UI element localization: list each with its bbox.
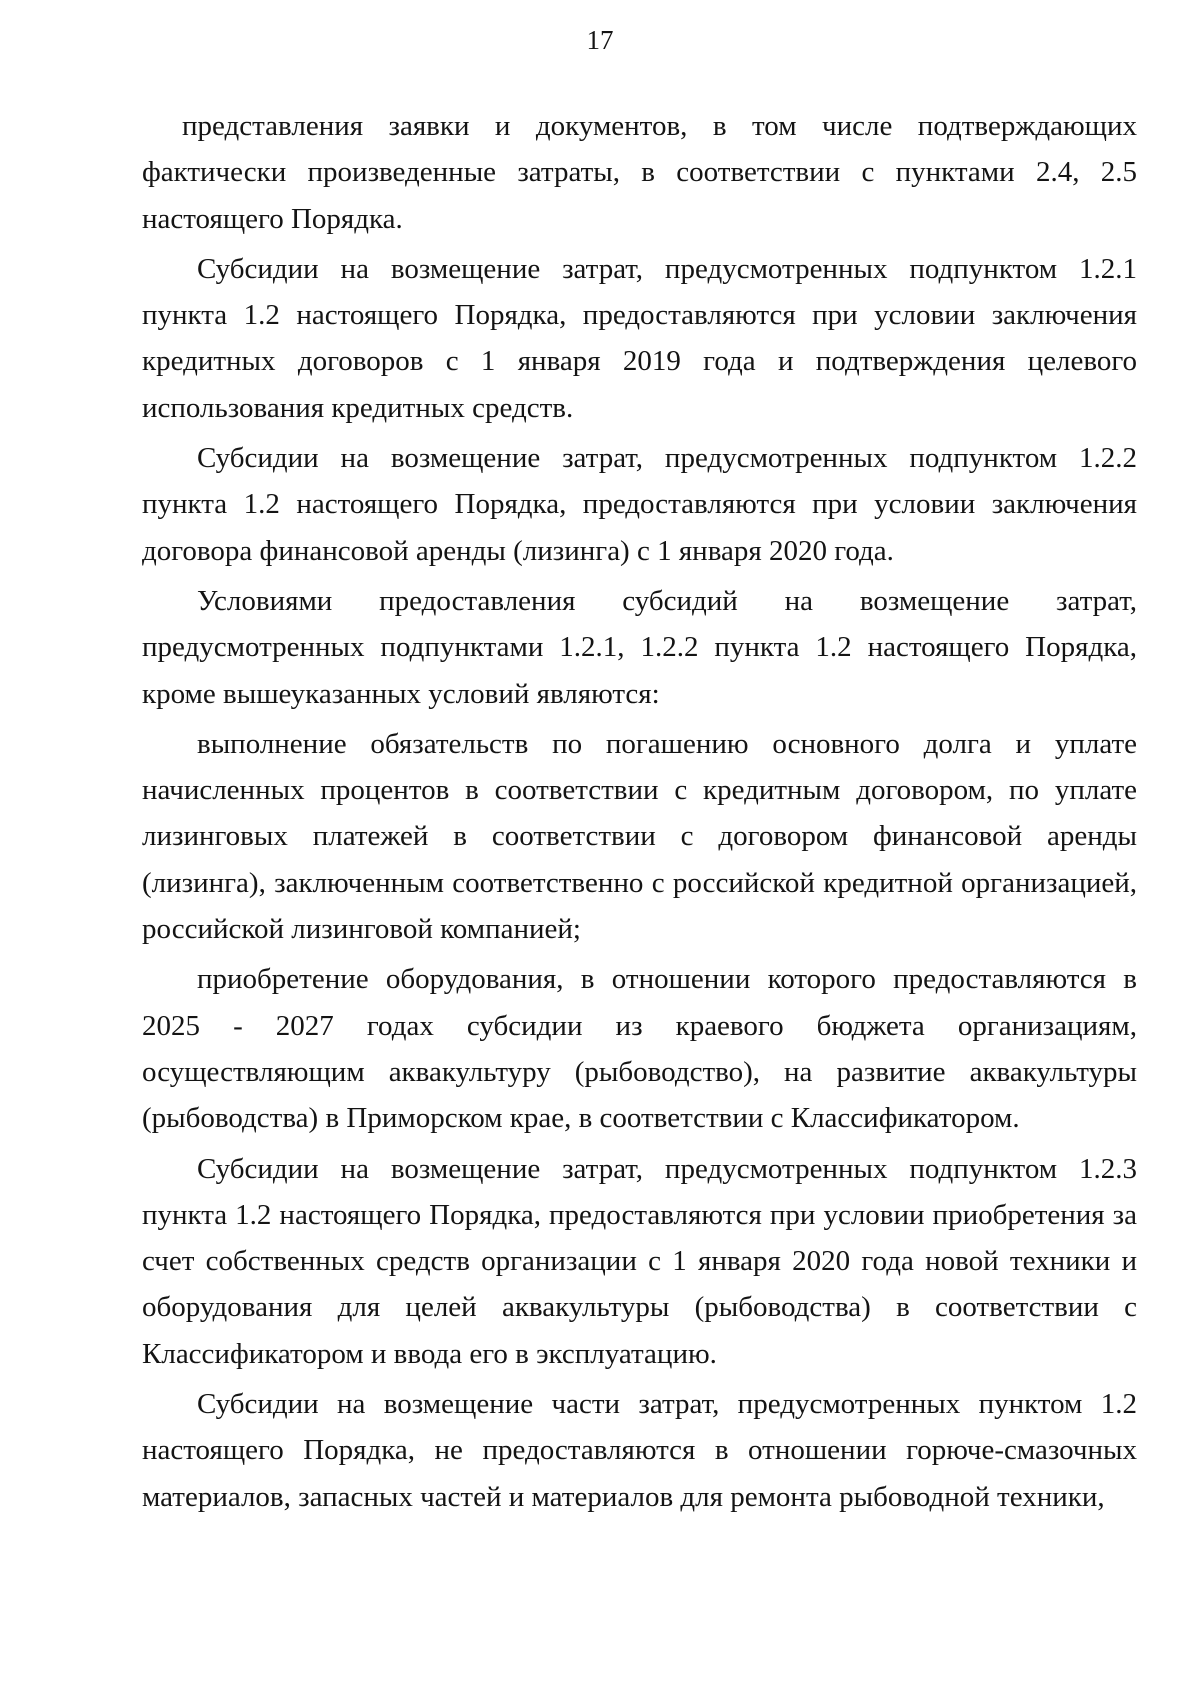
page-number: 17 — [586, 25, 614, 55]
paragraph-subsidy-1-2-2: Субсидии на возмещение затрат, предусмотренных подпунктом 1.2.2 пункта 1.2 настоящего Порядка, предоставляются при условии заключения договора финансовой аренды (лизинга) с 1 января 2020 года. — [142, 442, 1137, 567]
paragraph-subsidy-1-2-3: Субсидии на возмещение затрат, предусмотренных подпунктом 1.2.3 пункта 1.2 настоящего Порядка, предоставляются при условии приобретения за счет собственных средств организации с 1 января 2020 года новой техники и оборудования для целей аквакультуры (рыбоводства) в соответствии с Классификатором и ввода его в эксплуатацию. — [142, 1152, 1137, 1370]
document-body — [142, 103, 1137, 1524]
paragraph-continuation: представления заявки и документов, в том числе подтверждающих фактически произведенные затраты, в соответствии с пунктами 2.4, 2.5 настоящего Порядка. — [142, 110, 1137, 235]
paragraph-condition-obligations: выполнение обязательств по погашению основного долга и уплате начисленных процентов в соответствии с кредитным договором, по уплате лизинговых платежей в соответствии с договором финансовой аренды (лизинга), заключенным соответственно с российской кредитной организацией, российской лизинговой компанией; — [142, 727, 1137, 946]
paragraph-exclusions: Субсидии на возмещение части затрат, предусмотренных пунктом 1.2 настоящего Порядка, не предоставляются в отношении горюче-смазочных материалов, запасных частей и материалов для ремонта рыбоводной техники, — [142, 1388, 1137, 1513]
paragraph-subsidy-1-2-1: Субсидии на возмещение затрат, предусмотренных подпунктом 1.2.1 пункта 1.2 настоящего Порядка, предоставляются при условии заключения кредитных договоров с 1 января 2019 года и подтверждения целевого использования кредитных средств. — [142, 252, 1137, 424]
paragraph-conditions-intro: Условиями предоставления субсидий на возмещение затрат, предусмотренных подпунктами 1.2.1, 1.2.2 пункта 1.2 настоящего Порядка, кроме вышеуказанных условий являются: — [142, 584, 1137, 710]
paragraph-condition-equipment: приобретение оборудования, в отношении которого предоставляются в 2025 - 2027 годах субсидии из краевого бюджета организациям, осуществляющим аквакультуру (рыбоводство), на развитие аквакультуры (рыбоводства) в Приморском крае, в соответствии с Классификатором. — [142, 963, 1137, 1135]
